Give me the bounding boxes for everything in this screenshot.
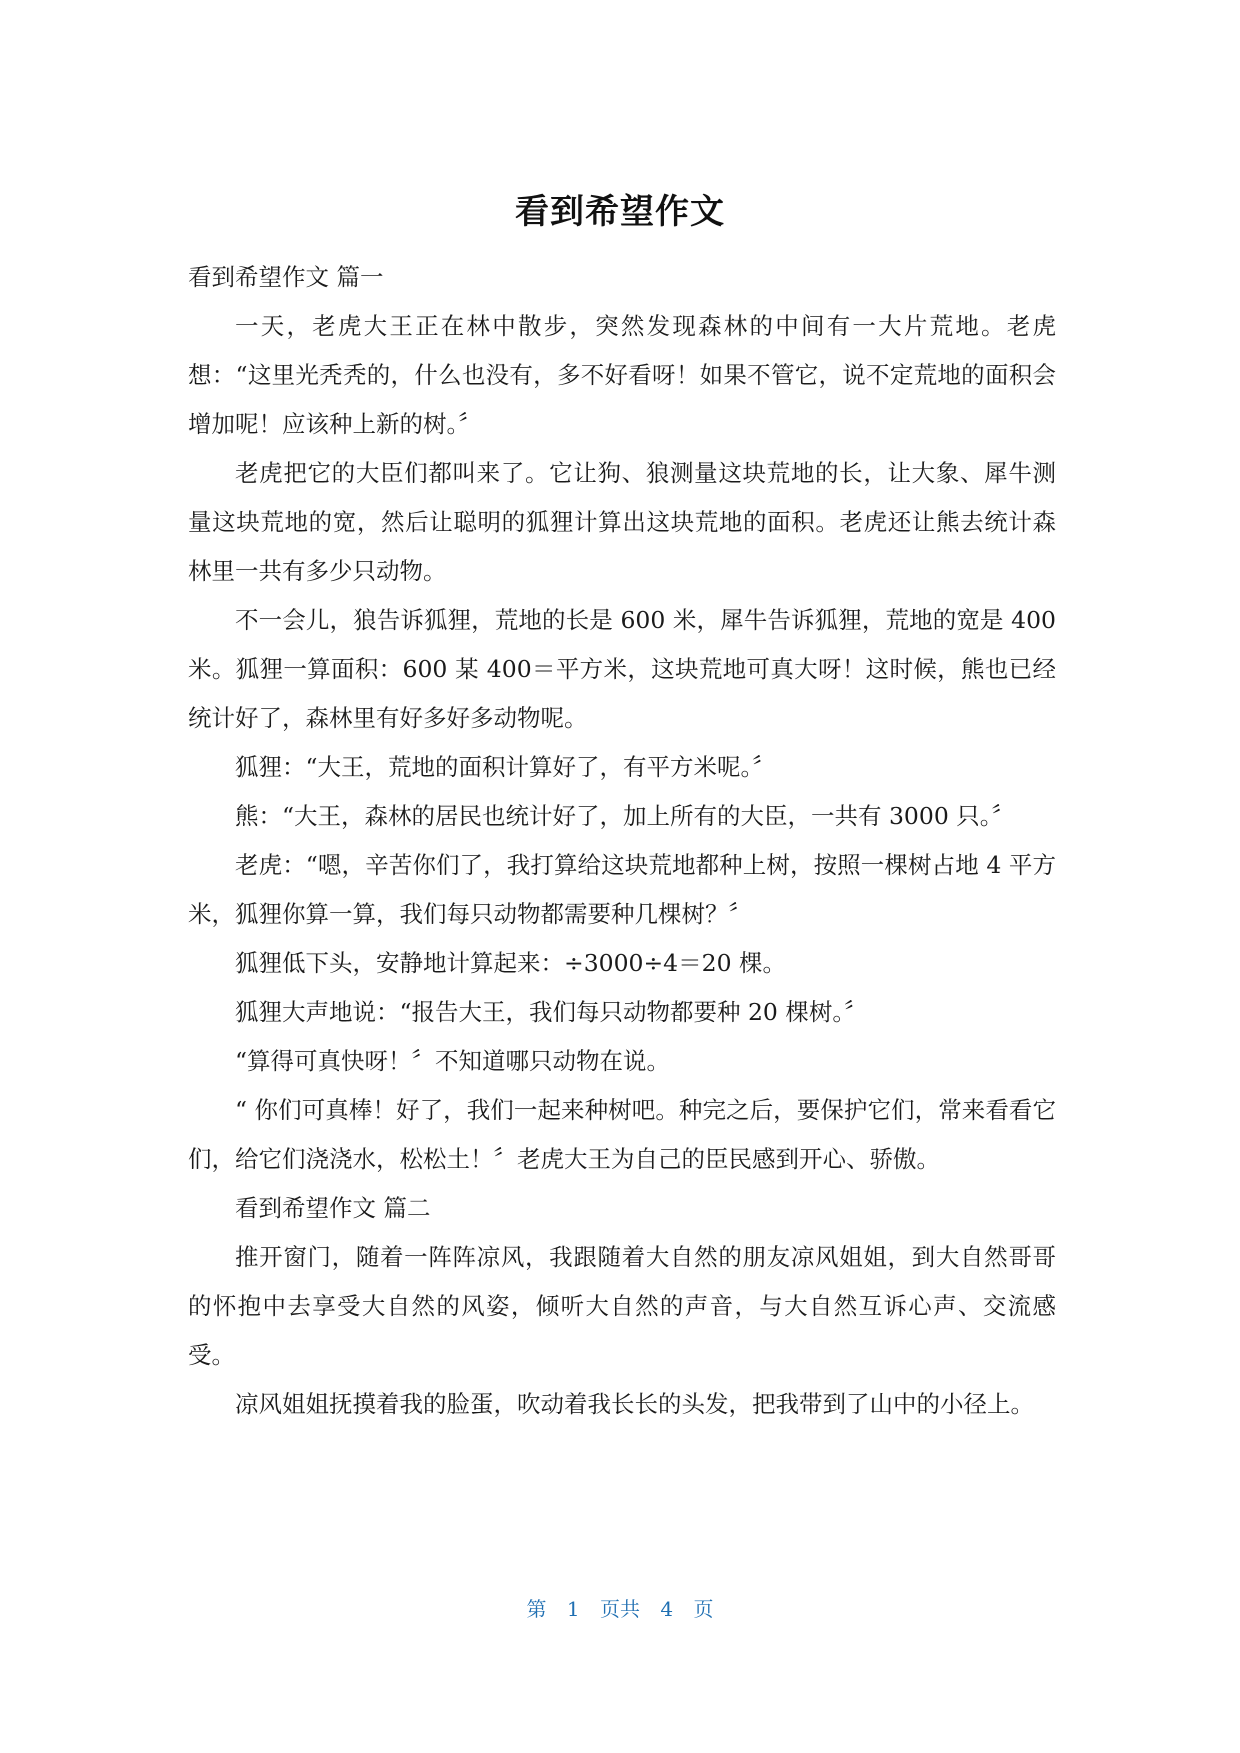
paragraph: 狐狸：“大王，荒地的面积计算好了，有平方米呢。〞 bbox=[235, 753, 776, 781]
footer-middle: 页共 bbox=[600, 1597, 640, 1621]
paragraph: 一天，老虎大王正在林中散步，突然发现森林的中间有一大片荒地。老虎想：“这里光秃秃的，什么也没有，多不好看呀！如果不管它，说不定荒地的面积会增加呢！应该种上新的树。〞 bbox=[188, 312, 1056, 438]
footer-total-pages: 4 bbox=[660, 1597, 674, 1621]
paragraph: 狐狸低下头，安静地计算起来：÷3000÷4＝20 棵。 bbox=[235, 949, 787, 977]
paragraph: 不一会儿，狼告诉狐狸，荒地的长是 600 米，犀牛告诉狐狸，荒地的宽是 400 米。狐狸一算面积：600 某 400＝平方米，这块荒地可真大呀！这时候，熊也已经统计好了，森林里有好多好多动物呢。 bbox=[188, 606, 1056, 732]
paragraph: “ 你们可真棒！好了，我们一起来种树吧。种完之后，要保护它们，常来看看它们，给它们浇浇水，松松土！〞老虎大王为自己的臣民感到开心、骄傲。 bbox=[188, 1096, 1056, 1173]
paragraph: 狐狸大声地说：“报告大王，我们每只动物都要种 20 棵树。〞 bbox=[235, 998, 868, 1026]
footer-suffix: 页 bbox=[693, 1597, 714, 1621]
page-number-footer bbox=[0, 1595, 1240, 1623]
document-title: 看到希望作文 bbox=[515, 192, 725, 232]
footer-current-page: 1 bbox=[566, 1597, 580, 1621]
paragraph: “算得可真快呀！〞不知道哪只动物在说。 bbox=[235, 1047, 671, 1075]
footer-prefix: 第 bbox=[526, 1597, 547, 1621]
paragraph: 熊：“大王，森林的居民也统计好了，加上所有的大臣，一共有 3000 只。〞 bbox=[235, 802, 1016, 830]
paragraph: 推开窗门，随着一阵阵凉风，我跟随着大自然的朋友凉风姐姐，到大自然哥哥的怀抱中去享受大自然的风姿，倾听大自然的声音，与大自然互诉心声、交流感受。 bbox=[188, 1243, 1056, 1369]
paragraph: 老虎把它的大臣们都叫来了。它让狗、狼测量这块荒地的长，让大象、犀牛测量这块荒地的宽，然后让聪明的狐狸计算出这块荒地的面积。老虎还让熊去统计森林里一共有多少只动物。 bbox=[188, 459, 1056, 585]
paragraph: 凉风姐姐抚摸着我的脸蛋，吹动着我长长的头发，把我带到了山中的小径上。 bbox=[235, 1390, 1034, 1418]
section-heading-2: 看到希望作文 篇二 bbox=[235, 1194, 431, 1222]
document-body bbox=[188, 253, 1056, 1429]
section-heading-1: 看到希望作文 篇一 bbox=[188, 263, 384, 291]
paragraph: 老虎：“嗯，辛苦你们了，我打算给这块荒地都种上树，按照一棵树占地 4 平方米，狐狸你算一算，我们每只动物都需要种几棵树？〞 bbox=[188, 851, 1056, 928]
